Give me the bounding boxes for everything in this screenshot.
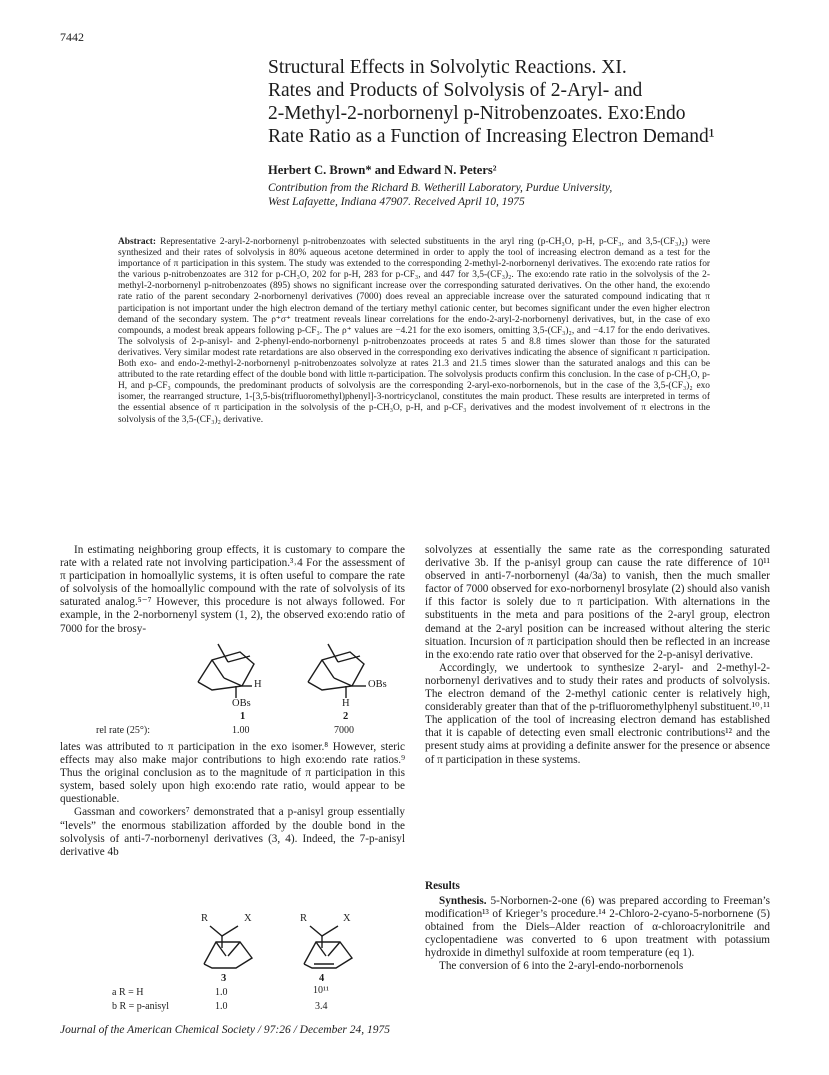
affiliation [268,181,612,209]
substituent-label: OBs [232,698,251,709]
substituent-label: R [300,913,308,924]
title-line: Structural Effects in Solvolytic Reactions. XI. [268,57,627,78]
rel-rate-label: rel rate (25°): [96,725,150,736]
compound-number: 3 [221,973,227,984]
paragraph: Accordingly, we undertook to synthesize 2-aryl- and 2-methyl-2-norbornenyl derivatives and to study their rates and products of solvolysis. The electron demand of the 2-methyl cationic center is relatively high, considerably greater than that of the p-trifluoromethylphenyl substituent.¹⁰˒¹¹ The application of the tool of increasing electron demand has established that it is capable of detecting even small electronic contributions¹² and the present study aims at providing a definite answer for the presence or absence of π participation in these systems. [425,661,770,766]
abstract-label: Abstract: [118,237,157,247]
abstract [118,237,710,426]
substituent-label: H [254,679,262,690]
article-title [268,56,788,148]
journal-footer: Journal of the American Chemical Society / 97:26 / December 24, 1975 [60,1024,391,1036]
row-label-a: a R = H [112,987,144,998]
page-number: 7442 [60,30,84,44]
substituent-label: OBs [368,679,387,690]
structure-1 [190,642,280,698]
title-line: Rates and Products of Solvolysis of 2-Aryl- and [268,80,643,101]
results-heading: Results [425,880,460,892]
title-line: 2-Methyl-2-norbornenyl p-Nitrobenzoates. Exo:Endo [268,103,686,124]
paragraph: Gassman and coworkers⁷ demonstrated that a p-anisyl group essentially “levels” the enormous stabilization afforded by the double bond in the solvolysis of anti-7-norbornenyl derivatives (3, 4). Indeed, the 7-p-anisyl derivative 4b [60,806,405,858]
substituent-label: X [244,913,252,924]
paragraph: The conversion of 6 into the 2-aryl-endo-norbornenols [439,960,684,973]
paragraph [425,895,770,960]
rate-value: 1.0 [215,987,228,998]
rate-value: 1.0 [215,1001,228,1012]
right-column-top [425,544,770,767]
left-column-top [60,544,405,636]
left-column-bottom [60,741,405,859]
paragraph-lead: Synthesis. [439,895,487,907]
substituent-label: R [201,913,209,924]
right-column-bottom [425,895,770,974]
paragraph-text: 5-Norbornen-2-one (6) was prepared according to Freeman’s modification¹³ of Krieger’s procedure.¹⁴ 2-Chloro-2-cyano-5-norbornene (5) obtained from the Diels–Alder reaction of α-chloroacrylonitrile and cyclopentadiene was converted to 6 upon treatment with potassium hydroxide in dimethyl sulfoxide at room temperature (eq 1). [425,895,770,960]
compound-number: 2 [343,711,349,722]
authors: Herbert C. Brown* and Edward N. Peters² [268,163,497,177]
rate-value: 7000 [334,725,354,736]
compound-number: 1 [240,711,246,722]
substituent-label: X [343,913,351,924]
structure-4 [296,924,362,970]
rate-value: 1.00 [232,725,250,736]
rate-value: 3.4 [315,1001,328,1012]
abstract-text: Representative 2-aryl-2-norbornenyl p-nitrobenzoates with selected substituents in the aryl ring (p-CH₃O, p-H, p-CF₃, and 3,5-(CF₃)₂) were synthesized and their rates of solvolysis in 80% aqueous acetone determined in order to apply the tool of increasing electron demand as a test for the importance of π participation in this system. The study was extended to the corresponding 2-methyl-2-norbornenyl derivatives. The exo:endo rate ratios for the various p-nitrobenzoates are 312 for p-CH₃O, 202 for p-H, 283 for p-CF₃, and 447 for 3,5-(CF₃)₂. The exo:endo rate ratio in the solvolysis of the 2-methyl-2-norbornenyl p-nitrobenzoates (895) shows no significant increase over the corresponding saturated derivatives. On the other hand, the exo:endo rate ratio of the parent secondary 2-norbornenyl derivatives (7000) does reveal an appreciable increase over the saturated compound indicating that π participation is not important under the high electron demand of the tertiary methyl cationic center, but becomes significant under the even higher electron demand of the secondary system. The ρ⁺σ⁺ treatment reveals linear correlations for the endo-2-aryl-2-norbornenyl derivatives, but, in the case of exo compounds, a modest break appears following p-CF₃. The ρ⁺ values are −4.21 for the exo isomers, omitting 3,5-(CF₃)₂, and −4.17 for the endo derivatives. The solvolysis of 2-p-anisyl- and 2-phenyl-endo-norbornenyl p-nitrobenzoates proceeds at rates 5 and 8.8 times slower than those for the saturated derivatives. Very similar modest rate retardations are also observed in the corresponding exo derivatives indicating the absence of significant π participation. Both exo- and endo-2-methyl-2-norbornenyl p-nitrobenzoates solvolyze at rates 21.3 and 21.5 times slower than the saturated analogs and this can be attributed to the rate retarding effect of the double bond with little π-participation. The solvolysis products confirm this conclusion. In the case of p-CH₃O, p-H, and p-CF₃ compounds, the predominant products of solvolysis are the corresponding 2-aryl-exo-norbornenols, but in the case of the 3,5-(CF₃)₂ exo isomer, the rearranged structure, 1-[3,5-bis(trifluoromethyl)phenyl]-3-nortricyclanol, constitutes the main product. These results are interpreted in terms of the essential absence of π participation in the solvolysis of the p-CH₃O, p-H, and p-CF₃ derivatives and the modest involvement of π electrons in the solvolysis of the 3,5-(CF₃)₂ derivative. [118,237,710,425]
rate-value: 10¹¹ [313,985,329,996]
row-label-b: b R = p-anisyl [112,1001,170,1012]
paragraph: In estimating neighboring group effects, it is customary to compare the rate with a related rate not involving participation.³˒4 For the assessment of π participation in homoallylic systems, it is often useful to compare the rate of solvolysis of the homoallylic compound with the rate of solvolysis of its saturated analog.⁵⁻⁷ However, this procedure is not always followed. For example, in the 2-norbornenyl system (1, 2), the observed exo:endo ratio of 7000 for the brosy- [60,544,405,635]
structure-3 [196,924,262,970]
compound-number: 4 [319,973,325,984]
affiliation-line: Contribution from the Richard B. Wetherill Laboratory, Purdue University, [268,182,613,194]
paragraph: solvolyzes at essentially the same rate as the corresponding saturated derivative 3b. If the p-anisyl group can cause the rate difference of 10¹¹ observed in anti-7-norbornenyl (4a/3a) to vanish, then the much smaller factor of 7000 observed for exo-norbornenyl brosylate (2) should also vanish if this factor is solely due to π participation. With alternations in the substituents in the meta and para positions of the 2-aryl group, electron demand at the 2-aryl position can be increased without altering the steric situation. Incursion of π participation should then be reflected in an increase in the exo:endo rate ratio over that observed for the 2-p-anisyl derivative. [425,544,770,661]
affiliation-line: West Lafayette, Indiana 47907. Received April 10, 1975 [268,196,525,208]
substituent-label: H [342,698,350,709]
paragraph: lates was attributed to π participation in the exo isomer.⁸ However, steric effects may also make major contributions to high exo:endo rate ratios.⁹ Thus the original conclusion as to the magnitude of π participation in this system, based solely upon high exo:endo rate ratio, would appear to be questionable. [60,741,405,806]
title-line: Rate Ratio as a Function of Increasing Electron Demand¹ [268,126,715,147]
